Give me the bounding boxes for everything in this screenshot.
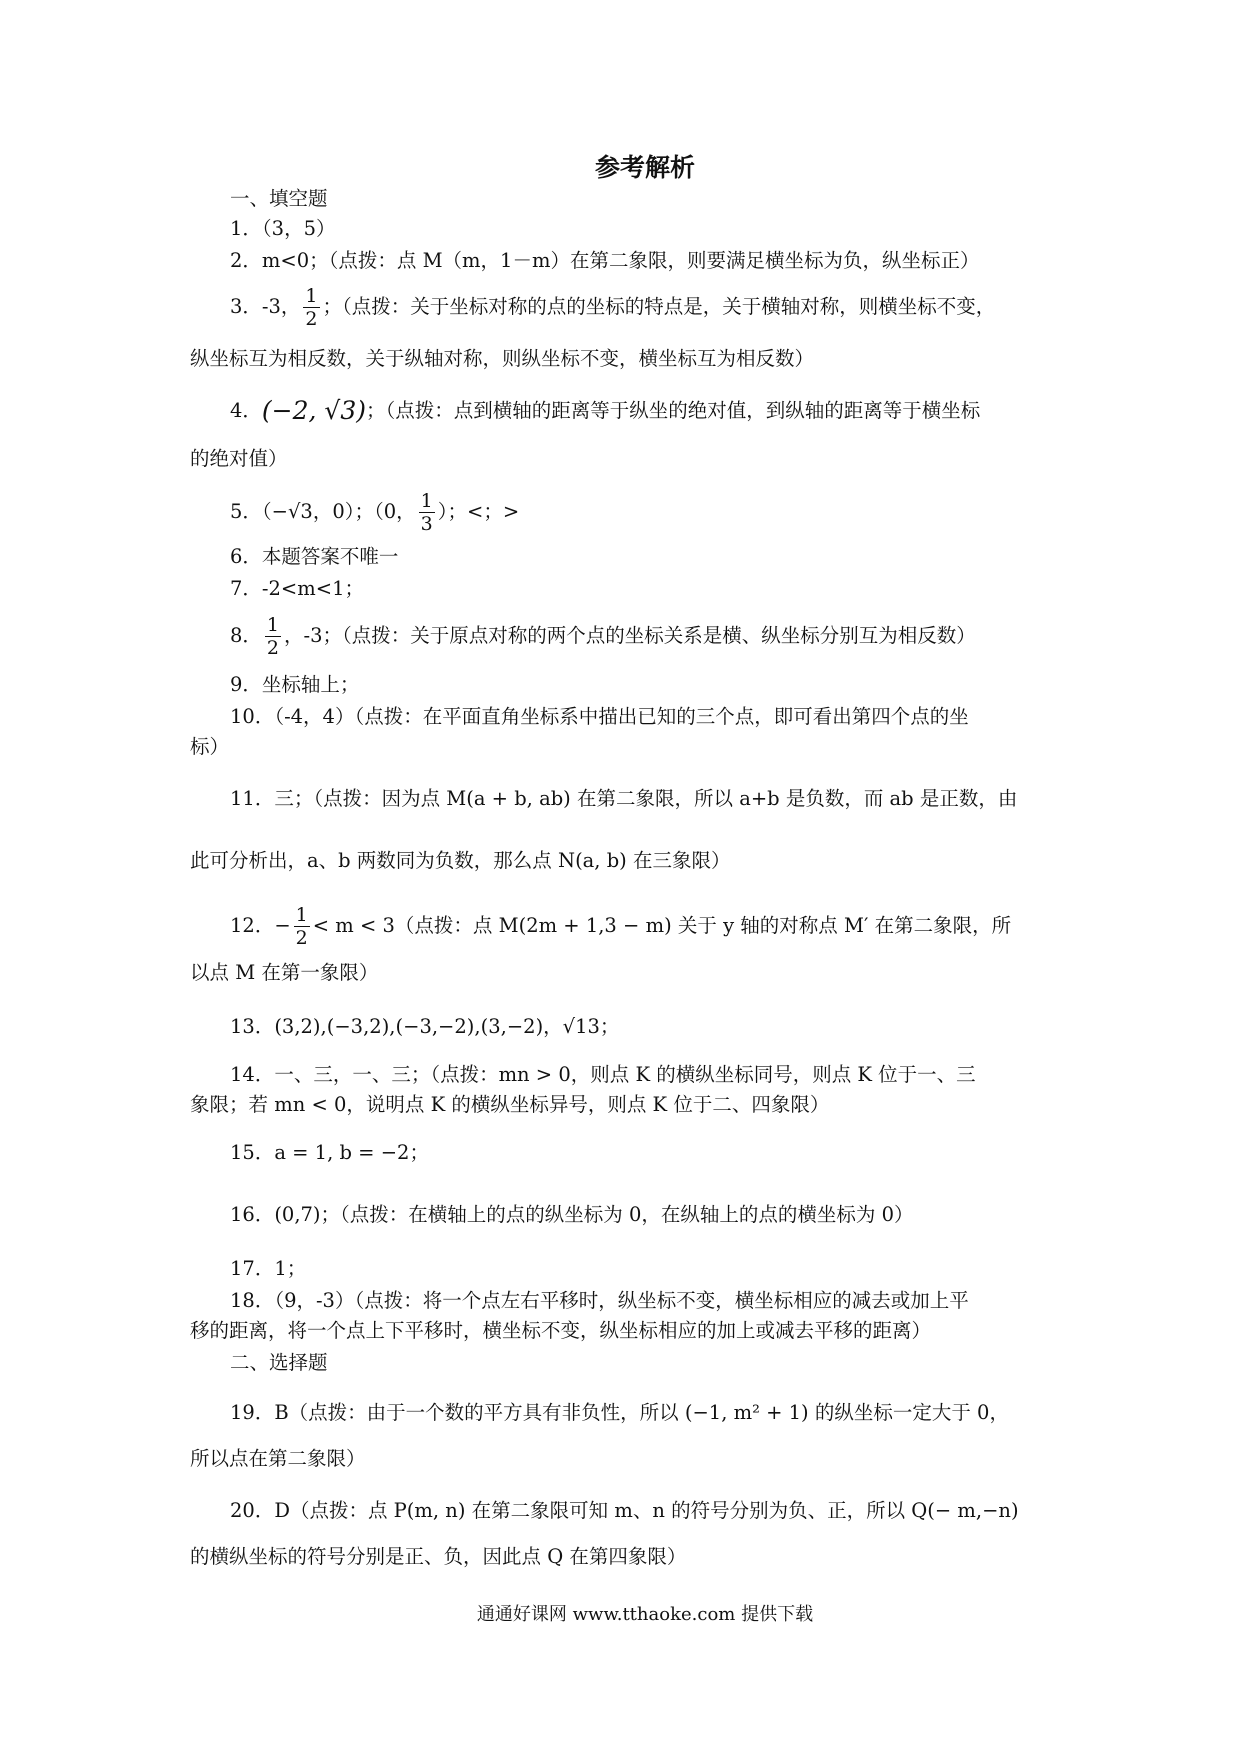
answer-20-line2: 的横纵坐标的符号分别是正、负，因此点 Q 在第四象限）: [190, 1545, 687, 1568]
answer-4-text: ；（点拨：点到横轴的距离等于纵坐的绝对值，到纵轴的距离等于横坐标: [366, 399, 981, 422]
answer-1: 1．（3，5）: [230, 217, 336, 240]
answer-9: 9．坐标轴上；: [230, 673, 360, 696]
answer-8-prefix: 8．: [230, 624, 262, 647]
answer-19-line2: 所以点在第二象限）: [190, 1447, 366, 1470]
answer-7: 7．-2<m<1；: [230, 577, 364, 600]
answer-6: 6．本题答案不唯一: [230, 545, 399, 568]
answer-8-text: ，-3；（点拨：关于原点对称的两个点的坐标关系是横、纵坐标分别互为相反数）: [284, 624, 976, 647]
answer-10-line2: 标）: [190, 735, 230, 758]
answer-14-line1: 14．一、三，一、三；（点拨：mn > 0，则点 K 的横纵坐标同号，则点 K 位于一、三: [230, 1063, 976, 1086]
answer-19-line1: 19．B（点拨：由于一个数的平方具有非负性，所以 (−1, m² + 1) 的纵坐标一定大于 0，: [230, 1401, 1009, 1424]
fraction-denominator: 2: [295, 927, 308, 949]
answer-3-text: ；（点拨：关于坐标对称的点的坐标的特点是，关于横轴对称，则横坐标不变，: [322, 295, 996, 318]
answer-2: 2．m<0；（点拨：点 M（m，1－m）在第二象限，则要满足横坐标为负，纵坐标正）: [230, 249, 980, 272]
answer-11-line2: 此可分析出，a、b 两数同为负数，那么点 N(a, b) 在三象限）: [190, 849, 731, 872]
answer-12-line2: 以点 M 在第一象限）: [190, 961, 379, 984]
answer-3-line1: [230, 282, 1050, 332]
answer-12-line1: [230, 898, 1050, 954]
section-heading-fill-in: 一、填空题: [230, 187, 328, 210]
answer-3-prefix: 3．-3，: [230, 295, 301, 318]
answer-11-line1: 11．三；（点拨：因为点 M(a + b, ab) 在第二象限，所以 a+b 是负数，而 ab 是正数，由: [230, 787, 1018, 810]
answer-4-line1: [230, 396, 1050, 426]
answer-13: 13．(3,2),(−3,2),(−3,−2),(3,−2)，√13；: [230, 1015, 620, 1038]
answer-12-prefix: 12．−: [230, 914, 291, 937]
fraction-numerator: 1: [305, 285, 318, 307]
answer-4-math: (−2, √3): [261, 396, 367, 425]
answer-5-fraction: [419, 490, 435, 535]
answer-18-line1: 18．（9，-3）（点拨：将一个点左右平移时，纵坐标不变，横坐标相应的减去或加上平: [230, 1289, 969, 1312]
fraction-numerator: 1: [295, 904, 308, 926]
answer-5-text: ）；<；>: [437, 500, 520, 523]
answer-4-prefix: 4．: [230, 399, 262, 422]
answer-20-line1: 20．D（点拨：点 P(m, n) 在第二象限可知 m、n 的符号分别为负、正，所以 Q(− m,−n): [230, 1499, 1019, 1522]
answer-14-line2: 象限；若 mn < 0，说明点 K 的横纵坐标异号，则点 K 位于二、四象限）: [190, 1093, 830, 1116]
answer-16: 16．(0,7)；（点拨：在横轴上的点的纵坐标为 0，在纵轴上的点的横坐标为 0）: [230, 1203, 914, 1226]
answer-10-line1: 10．（-4，4）（点拨：在平面直角坐标系中描出已知的三个点，即可看出第四个点的坐: [230, 705, 969, 728]
answer-12-fraction: [294, 904, 310, 949]
answer-15: 15．a = 1, b = −2；: [230, 1141, 429, 1164]
fraction-denominator: 3: [420, 513, 433, 535]
answer-18-line2: 移的距离，将一个点上下平移时，横坐标不变，纵坐标相应的加上或减去平移的距离）: [190, 1319, 932, 1342]
fraction-denominator: 2: [266, 637, 280, 659]
answer-12-text: < m < 3（点拨：点 M(2m + 1,3 − m) 关于 y 轴的对称点 M′ 在第二象限，所: [312, 914, 1012, 937]
answer-5: [230, 484, 1050, 540]
page-footer: 通通好课网 www.tthaoke.com 提供下载: [476, 1604, 814, 1625]
answer-17: 17．1；: [230, 1257, 307, 1280]
section-heading-choice: 二、选择题: [230, 1351, 328, 1374]
answer-8-fraction: [265, 614, 281, 659]
answer-5-prefix: 5．（−√3，0）；（0，: [230, 500, 416, 523]
answer-3-line2: 纵坐标互为相反数，关于纵轴对称，则纵坐标不变，横坐标互为相反数）: [190, 347, 815, 370]
fraction-numerator: 1: [420, 490, 433, 512]
answer-3-fraction: [303, 285, 319, 330]
fraction-denominator: 2: [305, 308, 318, 330]
page-title: 参考解析: [594, 153, 695, 182]
answer-8: [230, 608, 1050, 664]
answer-4-line2: 的绝对值）: [190, 447, 288, 470]
fraction-numerator: 1: [266, 614, 280, 636]
